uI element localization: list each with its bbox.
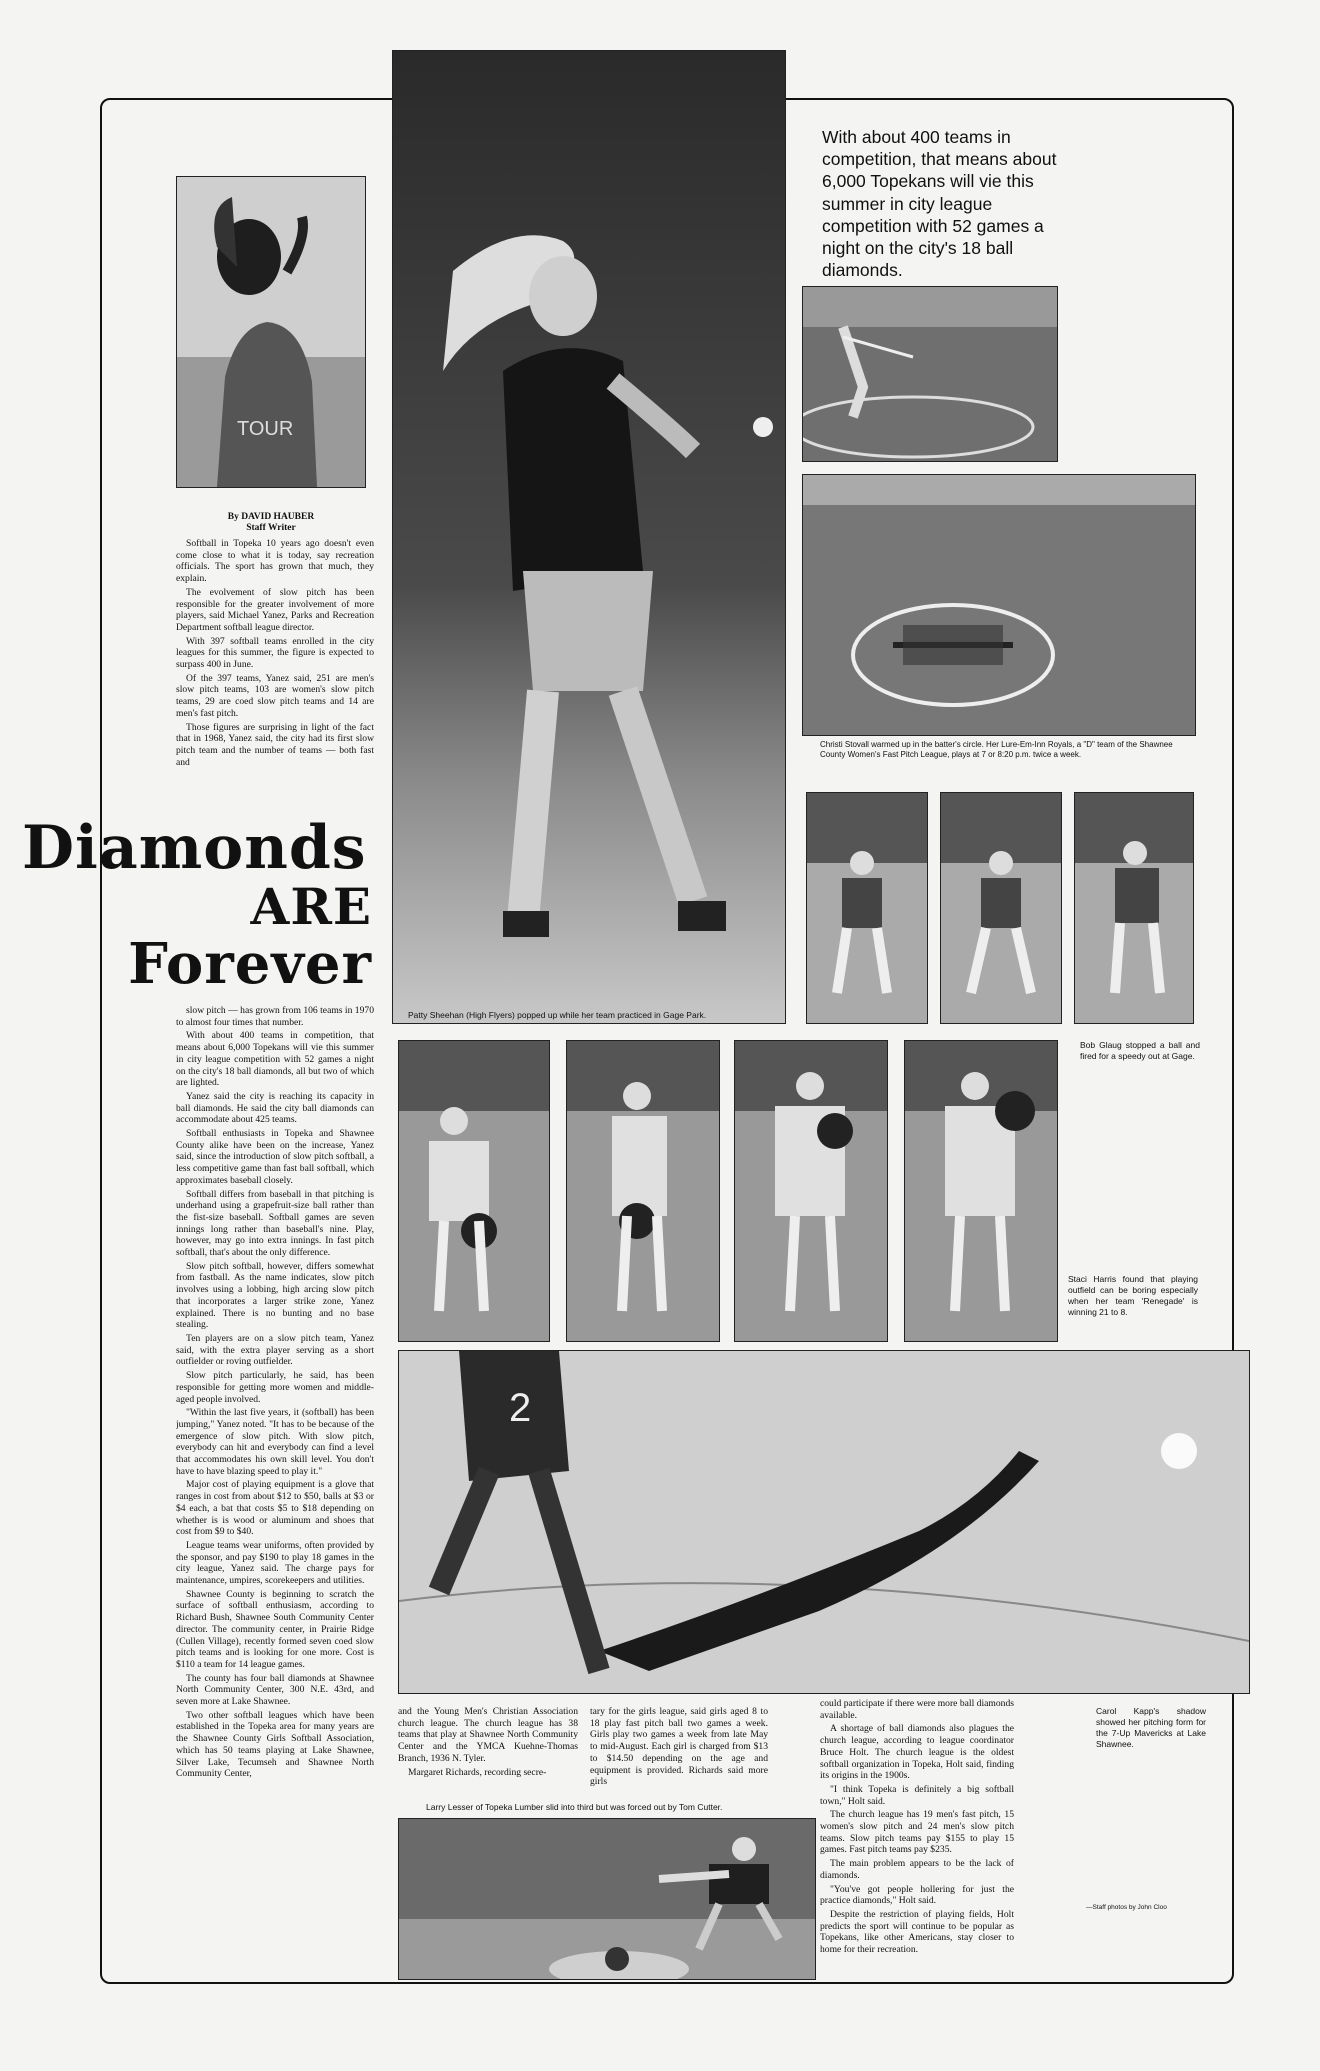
column-1-bottom bbox=[176, 1005, 374, 1975]
caption-lesser: Larry Lesser of Topeka Lumber slid into third but was forced out by Tom Cutter. bbox=[426, 1802, 723, 1812]
paragraph: Despite the restriction of playing fields, Holt predicts the sport will continue to be popular as Topekans, like other Americans, stay closer to home for their recreation. bbox=[820, 1908, 1014, 1956]
column-1-top bbox=[176, 538, 374, 800]
byline bbox=[176, 512, 366, 535]
paragraph: Two other softball leagues which have been established in the Topeka area for many years are the Shawnee County Girls Softball Association, which has 50 teams playing at Lake Shawnee, Silver Lake, Tecumseh and Shawnee North Community Center, bbox=[176, 1709, 374, 1780]
paragraph: Of the 397 teams, Yanez said, 251 are men's slow pitch teams, 103 are women's slow pitch teams, 29 are coed slow pitch teams and 14 are men's fast pitch. bbox=[176, 672, 374, 719]
caption-glaug: Bob Glaug stopped a ball and fired for a speedy out at Gage. bbox=[1080, 1040, 1200, 1062]
batter-photo bbox=[392, 50, 786, 1024]
paragraph: The evolvement of slow pitch has been responsible for the greater involvement of more players, said Michael Yanez, Parks and Recreation Department softball league director. bbox=[176, 586, 374, 633]
paragraph: The main problem appears to be the lack of diamonds. bbox=[820, 1858, 1014, 1881]
headline-line-3: Forever bbox=[128, 931, 372, 997]
svg-text:TOUR: TOUR bbox=[237, 418, 294, 440]
fielder-photo-3 bbox=[1074, 792, 1194, 1024]
outfielder-photo-3 bbox=[734, 1040, 888, 1342]
paragraph: Softball enthusiasts in Topeka and Shawnee County alike have been on the increase, Yanez said, since the introduction of slow pitch softball, a less competitive game than fast ball softball, which approximates baseball closely. bbox=[176, 1128, 374, 1186]
paragraph: Ten players are on a slow pitch team, Yanez said, with the extra player serving as a short outfielder or roving outfielder. bbox=[176, 1332, 374, 1368]
headline bbox=[22, 813, 372, 997]
paragraph: Those figures are surprising in light of the fact that in 1968, Yanez said, the city had its first slow pitch team and the number of teams — both fast and bbox=[176, 721, 374, 768]
paragraph: could participate if there were more ball diamonds available. bbox=[820, 1698, 1014, 1721]
paragraph: Major cost of playing equipment is a glove that ranges in cost from about $12 to $50, balls at $3 or $4 each, a bat that costs $5 to $18 depending on whether is is wood or aluminum and shoes that cost from $9 to $40. bbox=[176, 1479, 374, 1538]
caption-harris: Staci Harris found that playing outfield can be boring especially when her team 'Renegade' is winning 21 to 8. bbox=[1068, 1274, 1198, 1318]
paragraph: The church league has 19 men's fast pitch, 15 women's slow pitch and 24 men's slow pitch teams. Slow pitch teams pay $155 to play 15 games. Fast pitch teams pay $235. bbox=[820, 1809, 1014, 1856]
photo-credit: —Staff photos by John Cloo bbox=[1086, 1904, 1167, 1911]
paragraph: "I think Topeka is definitely a big softball town," Holt said. bbox=[820, 1783, 1014, 1807]
batters-circle-photo-small bbox=[802, 286, 1058, 462]
paragraph: With 397 softball teams enrolled in the city leagues for this summer, the figure is expected to surpass 400 in June. bbox=[176, 635, 374, 671]
runner-photo bbox=[398, 1350, 1250, 1694]
paragraph: Softball differs from baseball in that pitching is underhand using a grapefruit-size ball rather than the fist-size baseball. Softball games are seven innings long rather than baseball's nine. Play, however, may go into extra innings. In fast pitch softball, that's about the only difference. bbox=[176, 1188, 374, 1259]
paragraph: Shawnee County is beginning to scratch the surface of softball enthusiasm, according to Richard Bush, Shawnee South Community Center director. The community center, in Prairie Ridge (Cullen Village), recently formed seven coed slow pitch teams and is looking for one more. Cost is $110 a team for 14 league games. bbox=[176, 1588, 374, 1670]
headline-line-1: Diamonds bbox=[22, 813, 367, 883]
outfielder-photo-2 bbox=[566, 1040, 720, 1342]
caption-stovall: Christi Stovall warmed up in the batter's circle. Her Lure-Em-Inn Royals, a "D" team of the Shawnee County Women's Fast Pitch League, plays at 7 or 8:20 p.m. twice a week. bbox=[820, 740, 1173, 760]
paragraph: The county has four ball diamonds at Shawnee North Community Center, 300 N.E. 43rd, and seven more at Lake Shawnee. bbox=[176, 1672, 374, 1708]
fielder-photo-1 bbox=[806, 792, 928, 1024]
paragraph: Slow pitch particularly, he said, has been responsible for getting more women and middle-aged people involved. bbox=[176, 1370, 374, 1405]
paragraph: and the Young Men's Christian Association church league. The church league has 38 teams that play at Shawnee North Community Center and the YMCA Kuehne-Thomas Branch, 1936 N. Tyler. bbox=[398, 1706, 578, 1764]
headline-line-2: ARE bbox=[250, 877, 372, 936]
paragraph: League teams wear uniforms, often provided by the sponsor, and pay $190 to play 18 games in the city league, Yanez said. The charge pays for maintenance, umpires, scorekeepers and utilities. bbox=[176, 1539, 374, 1587]
column-2 bbox=[398, 1706, 578, 1780]
fielder-photo-2 bbox=[940, 792, 1062, 1024]
pull-quote: With about 400 teams in competition, that means about 6,000 Topekans will vie this summer in city league competition with 52 games a night on the city's 18 ball diamonds. bbox=[822, 127, 1057, 281]
svg-text:2: 2 bbox=[509, 1386, 532, 1430]
paragraph: Slow pitch softball, however, differs somewhat from fastball. As the name indicates, slow pitch involves using a lobbing, high arcing slow pitch that incorporates a larger strike zone, Yanez explained. There is no bunting and no base stealing. bbox=[176, 1260, 374, 1331]
paragraph: "You've got people hollering for just the practice diamonds," Holt said. bbox=[820, 1883, 1014, 1907]
paragraph: A shortage of ball diamonds also plagues the church league, according to league coordinator Bruce Holt. The church league is the oldest softball organization in Topeka, Holt said, finding its origins in the 1900s. bbox=[820, 1723, 1014, 1782]
paragraph: Yanez said the city is reaching its capacity in ball diamonds. He said the city ball diamonds can accommodate about 425 teams. bbox=[176, 1090, 374, 1126]
byline-author: By DAVID HAUBER bbox=[227, 512, 315, 522]
catcher-photo bbox=[176, 176, 366, 488]
paragraph: tary for the girls league, said girls aged 8 to 18 play fast pitch ball two games a week. Girls play two games a week from late May to mid-August. Each girl is charged from $13 to $14.50 depending on the age and equipment is provided. Richards said more girls bbox=[590, 1706, 768, 1788]
byline-role: Staff Writer bbox=[246, 523, 296, 534]
paragraph: With about 400 teams in competition, that means about 6,000 Topekans will vie this summer in city league competition with 52 games a night on the city's 18 ball diamonds, all but two of which are lighted. bbox=[176, 1030, 374, 1089]
paragraph: Margaret Richards, recording secre- bbox=[408, 1766, 547, 1778]
outfielder-photo-4 bbox=[904, 1040, 1058, 1342]
outfielder-photo-1 bbox=[398, 1040, 550, 1342]
caption-kapp: Carol Kapp's shadow showed her pitching form for the 7-Up Mavericks at Lake Shawnee. bbox=[1096, 1706, 1206, 1750]
column-4 bbox=[820, 1698, 1014, 1968]
column-3 bbox=[590, 1706, 768, 1790]
caption-main: Patty Sheehan (High Flyers) popped up while her team practiced in Gage Park. bbox=[408, 1010, 707, 1020]
paragraph: Softball in Topeka 10 years ago doesn't even come close to what it is today, say recreation officials. The sport has grown that much, they explain. bbox=[176, 538, 374, 585]
slide-photo bbox=[398, 1818, 816, 1980]
paragraph: "Within the last five years, it (softball) has been jumping," Yanez noted. "It has to be because of the emergence of slow pitch. With slow pitch, everybody can hit and everybody can find a level that accommodates his own skill level. You don't have to have blazing speed to play it." bbox=[176, 1407, 374, 1477]
batters-circle-photo bbox=[802, 474, 1196, 736]
paragraph: slow pitch — has grown from 106 teams in 1970 to almost four times that number. bbox=[176, 1005, 374, 1028]
